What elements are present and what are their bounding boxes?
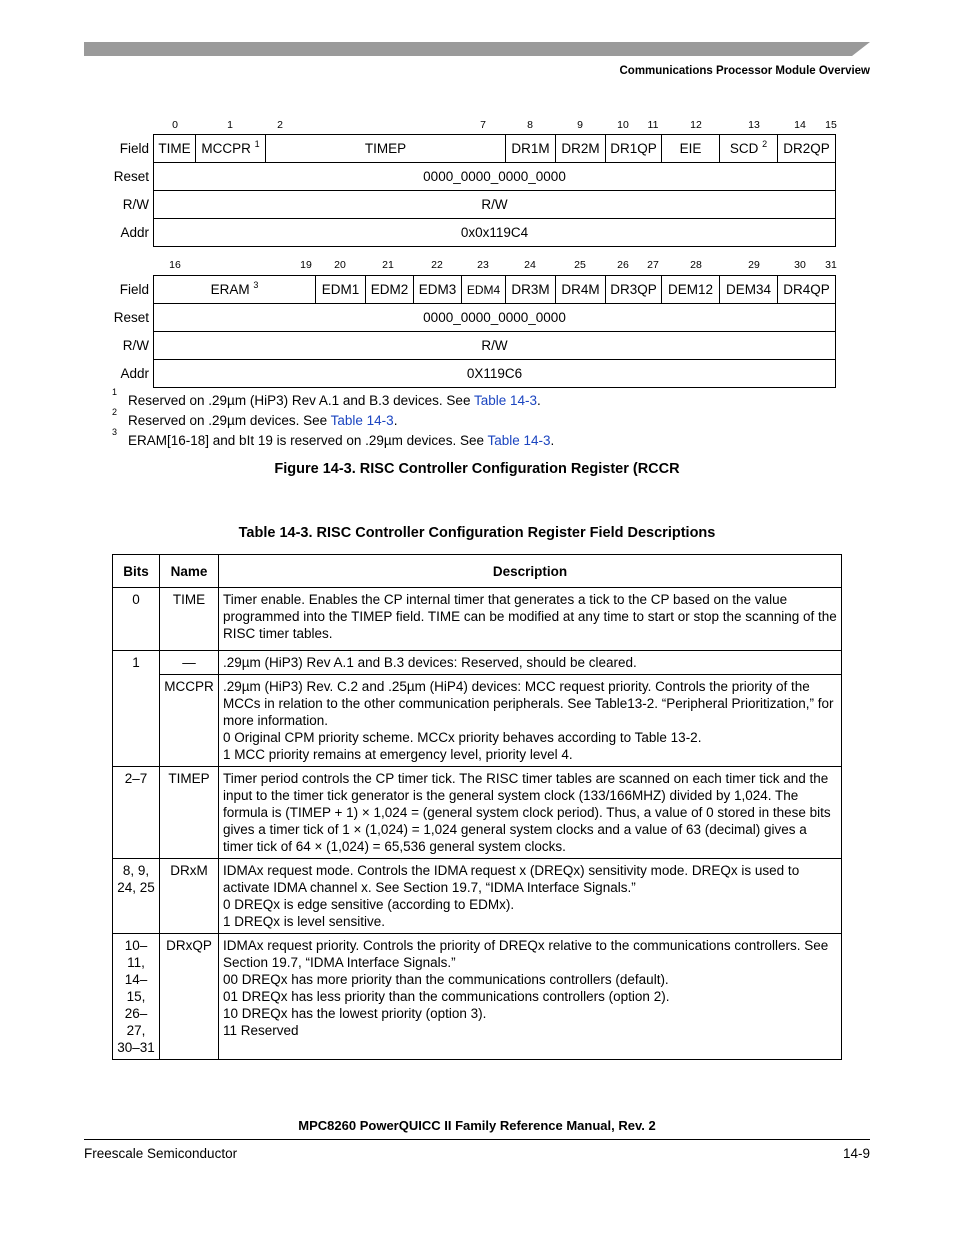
table-row [113, 651, 842, 675]
row-label-field: Field [119, 141, 149, 156]
reset-row [109, 163, 836, 191]
bit-number: 2 [277, 119, 283, 131]
register-lower-table [109, 275, 836, 388]
cell-description: IDMAx request priority. Controls the priority of DREQx relative to the communications controllers. See Section 19.7, “IDMA Interface Signals.” 00 DREQx has more priority than the communications controllers (default). 01 DREQx has less priority than the communications controllers (option 2). 10 DREQx has the lowest priority (option 3). 11 Reserved [219, 934, 842, 1060]
bit-number: 8 [527, 119, 533, 131]
bit-number: 15 [825, 119, 837, 131]
bit-number: 14 [794, 119, 806, 131]
manual-title: MPC8260 PowerQUICC II Family Reference Manual, Rev. 2 [298, 1118, 656, 1133]
row-label-reset: Reset [113, 169, 149, 184]
reset-value: 0000_0000_0000_0000 [154, 304, 836, 332]
cell-description: .29µm (HiP3) Rev. C.2 and .25µm (HiP4) devices: MCC request priority. Controls the priority of the MCCs in relation to the other communication peripherals. See Table13-2. “Peripheral Prioritization,” for more information. 0 Original CPM priority scheme. MCCx priority behaves according to Table 13-2. 1 MCC priority remains at emergency level, priority level 4. [219, 675, 842, 767]
figure-caption: Figure 14-3. RISC Controller Configuration Register (RCCR [274, 461, 680, 477]
bit-number: 22 [431, 259, 443, 271]
header-description: Description [219, 555, 842, 588]
bit-number: 20 [334, 259, 346, 271]
reset-value: 0000_0000_0000_0000 [154, 163, 836, 191]
bit-number: 0 [172, 119, 178, 131]
field-dr2qp: DR2QP [778, 135, 836, 163]
bit-number: 11 [647, 119, 659, 131]
cell-name: MCCPR [160, 675, 219, 767]
bit-number: 25 [574, 259, 586, 271]
field-row [109, 276, 836, 304]
cell-name: — [160, 651, 219, 675]
field-dem12: DEM12 [662, 276, 720, 304]
bit-number: 19 [300, 259, 312, 271]
table-row [113, 767, 842, 859]
header-bar [84, 42, 870, 56]
bit-number: 30 [794, 259, 806, 271]
cell-name: DRxM [160, 859, 219, 934]
cell-bits: 2–7 [113, 767, 160, 859]
cell-description: Timer enable. Enables the CP internal timer that generates a tick to the CP based on the value programmed into the TIMEP field. TIME can be modified at any time to start or stop the scanning of the RISC timer tables. [219, 588, 842, 651]
bit-number: 9 [577, 119, 583, 131]
bit-number: 23 [477, 259, 489, 271]
row-label-rw: R/W [122, 197, 149, 212]
field-dr3qp: DR3QP [606, 276, 662, 304]
footer-company: Freescale Semiconductor [84, 1146, 238, 1161]
field-timep: TIMEP [266, 135, 506, 163]
cell-name: DRxQP [160, 934, 219, 1060]
field-eram: ERAM $^3$ [154, 276, 316, 304]
bit-number: 31 [825, 259, 837, 271]
field-dr4qp: DR4QP [778, 276, 836, 304]
bit-number: 27 [647, 259, 659, 271]
field-row [109, 135, 836, 163]
field-edm4: EDM4 [462, 276, 506, 304]
footnote-2: 2 Reserved on .29µm devices. See Table 14-3. [112, 407, 398, 428]
rw-value: R/W [154, 191, 836, 219]
addr-value: 0X119C6 [154, 360, 836, 388]
field-dem34: DEM34 [720, 276, 778, 304]
row-label-addr: Addr [120, 225, 149, 240]
bit-number: 7 [480, 119, 486, 131]
table-row [113, 859, 842, 934]
table-row [113, 675, 842, 767]
footnote-link[interactable]: Table 14-3 [487, 433, 551, 448]
bit-number: 24 [524, 259, 536, 271]
running-header: Communications Processor Module Overview [619, 65, 870, 77]
table-caption: Table 14-3. RISC Controller Configuration Register Field Descriptions [238, 525, 716, 541]
addr-value: 0x0x119C4 [154, 219, 836, 247]
field-mccpr: MCCPR $^1$ [196, 135, 266, 163]
cell-description: IDMAx request mode. Controls the IDMA request x (DREQx) sensitivity mode. DREQx is used to activate IDMA channel x. See Section 19.7, “IDMA Interface Signals.” 0 DREQx is edge sensitive (according to EDMx). 1 DREQx is level sensitive. [219, 859, 842, 934]
cell-name: TIMEP [160, 767, 219, 859]
bit-number: 16 [169, 259, 181, 271]
table-row [113, 934, 842, 1060]
field-dr1qp: DR1QP [606, 135, 662, 163]
row-label-reset: Reset [113, 310, 149, 325]
field-edm2: EDM2 [366, 276, 414, 304]
footnote-3: 3 ERAM[16-18] and bIt 19 is reserved on .29µm devices. See Table 14-3. [112, 427, 555, 448]
bit-number: 10 [617, 119, 629, 131]
bit-number: 26 [617, 259, 629, 271]
bit-number: 28 [690, 259, 702, 271]
field-time: TIME [154, 135, 196, 163]
cell-bits: 1 [113, 651, 160, 767]
rw-row [109, 332, 836, 360]
addr-row [109, 219, 836, 247]
field-edm3: EDM3 [414, 276, 462, 304]
field-edm1: EDM1 [316, 276, 366, 304]
table-row [113, 588, 842, 651]
table-header-row [113, 555, 842, 588]
cell-bits: 0 [113, 588, 160, 651]
footnote-ref: 1 [254, 139, 260, 149]
field-dr1m: DR1M [506, 135, 556, 163]
bit-number: 1 [227, 119, 233, 131]
field-description-table [112, 554, 842, 1060]
header-bits: Bits [113, 555, 160, 588]
addr-row [109, 360, 836, 388]
row-label-addr: Addr [120, 366, 149, 381]
cell-description: Timer period controls the CP timer tick. The RISC timer tables are scanned on each timer tick and the input to the timer tick generator is the general system clock (133/166MHZ) divided by 1,024. The formula is (TIMEP + 1) × 1,024 = (general system clock period). Thus, a value of 0 stored in these bits gives a timer tick of 1 × (1,024) = 1,024 general system clocks and a value of 63 (decimal) gives a timer tick of 64 × (1,024) = 65,536 general system clocks. [219, 767, 842, 859]
reset-row [109, 304, 836, 332]
footnote-link[interactable]: Table 14-3 [473, 393, 538, 408]
register-upper-table [109, 134, 836, 247]
cell-name: TIME [160, 588, 219, 651]
field-dr3m: DR3M [506, 276, 556, 304]
cell-description: .29µm (HiP3) Rev A.1 and B.3 devices: Reserved, should be cleared. [219, 651, 842, 675]
footnote-1: 1 Reserved on .29µm (HiP3) Rev A.1 and B.3 devices. See Table 14-3. [112, 387, 541, 408]
rw-value: R/W [154, 332, 836, 360]
field-dr2m: DR2M [556, 135, 606, 163]
footnote-link[interactable]: Table 14-3 [330, 413, 394, 428]
row-label-field: Field [119, 282, 149, 297]
row-label-rw: R/W [122, 338, 149, 353]
cell-bits: 8, 9, 24, 25 [113, 859, 160, 934]
page-number: 14-9 [842, 1146, 870, 1161]
field-eie: EIE [662, 135, 720, 163]
bit-number: 13 [748, 119, 760, 131]
rw-row [109, 191, 836, 219]
footnote-ref: 2 [762, 139, 768, 149]
field-scd: SCD $^2$ [720, 135, 778, 163]
bit-number: 29 [748, 259, 760, 271]
field-dr4m: DR4M [556, 276, 606, 304]
header-name: Name [160, 555, 219, 588]
bit-number: 21 [382, 259, 394, 271]
footer-rule [84, 1139, 870, 1140]
cell-bits: 10–11, 14–15, 26–27, 30–31 [113, 934, 160, 1060]
footnote-ref: 3 [253, 280, 259, 290]
bit-number: 12 [690, 119, 702, 131]
